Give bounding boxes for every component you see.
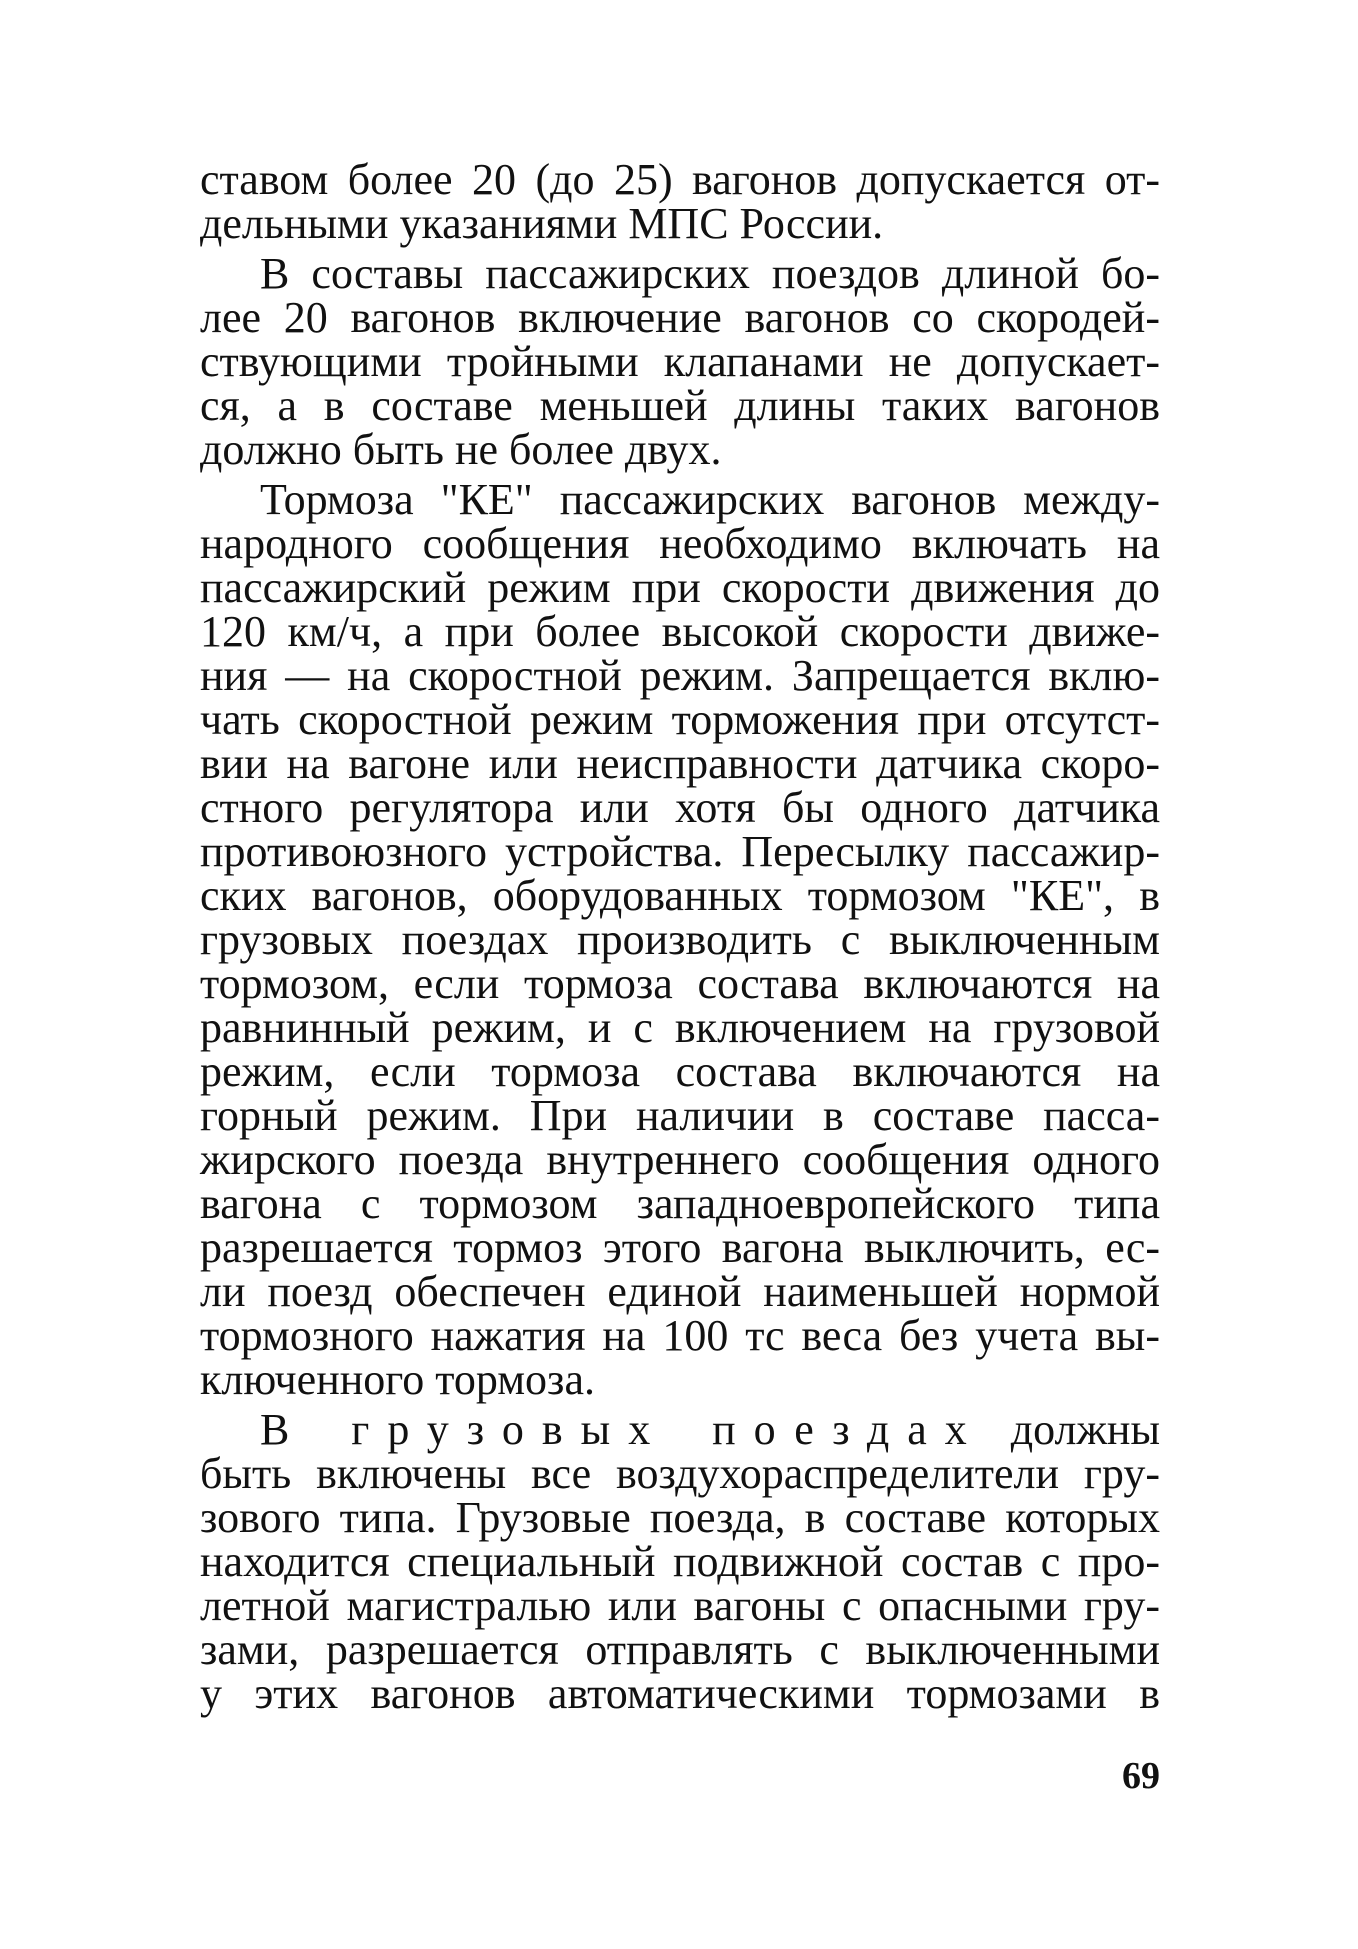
text-line: грузовых поездах производить с выключенным <box>200 915 1160 964</box>
text-line: быть включены все воздухораспределители гру- <box>200 1449 1160 1498</box>
text-line: находится специальный подвижной состав с про- <box>200 1537 1160 1586</box>
text-line: режим, если тормоза состава включаются на <box>200 1047 1160 1096</box>
text-line: зового типа. Грузовые поезда, в составе которых <box>200 1493 1160 1542</box>
page-number: 69 <box>1122 1755 1160 1797</box>
text-line: противоюзного устройства. Пересылку пассажир- <box>200 827 1160 876</box>
text-line: разрешается тормоз этого вагона выключить, ес- <box>200 1223 1160 1272</box>
lead-rest: должны <box>1010 1405 1161 1454</box>
text-line: ставом более 20 (до 25) вагонов допускается от- <box>200 155 1160 204</box>
text-line: тормозом, если тормоза состава включаются на <box>200 959 1160 1008</box>
text-line: у этих вагонов автоматическими тормозами в <box>200 1669 1160 1718</box>
text-line: народного сообщения необходимо включать на <box>200 519 1160 568</box>
text-line: вии на вагоне или неисправности датчика скоро- <box>200 739 1160 788</box>
text-line: ключенного тормоза. <box>200 1355 595 1404</box>
text-line: лее 20 вагонов включение вагонов со скородей- <box>200 293 1160 342</box>
text-line-lead <box>200 1405 1161 1454</box>
text-line: Тормоза "КЕ" пассажирских вагонов между- <box>260 475 1160 524</box>
text-line: дельными указаниями МПС России. <box>200 199 884 248</box>
text-line: стного регулятора или хотя бы одного датчика <box>200 783 1160 832</box>
text-line: В составы пассажирских поездов длиной бо- <box>260 249 1160 298</box>
paragraph-3 <box>200 475 1160 1404</box>
text-line: пассажирский режим при скорости движения до <box>200 563 1160 612</box>
text-line: ствующими тройными клапанами не допускает- <box>200 337 1160 386</box>
text-line: равнинный режим, и с включением на грузовой <box>200 1003 1160 1052</box>
text-line: ли поезд обеспечен единой наименьшей нормой <box>200 1267 1160 1316</box>
body-text <box>200 155 1161 1722</box>
text-line: ния — на скоростной режим. Запрещается вклю- <box>200 651 1160 700</box>
text-line: зами, разрешается отправлять с выключенными <box>200 1625 1160 1674</box>
text-line: жирского поезда внутреннего сообщения одного <box>200 1135 1160 1184</box>
paragraph-2 <box>200 249 1160 474</box>
text-line: вагона с тормозом западноевропейского типа <box>200 1179 1160 1228</box>
paragraph-4 <box>200 1405 1161 1718</box>
spaced-emphasis: В грузовых поездах <box>260 1405 985 1454</box>
text-line: 120 км/ч, а при более высокой скорости движе- <box>200 607 1160 656</box>
text-line: тормозного нажатия на 100 тс веса без учета вы- <box>200 1311 1160 1360</box>
text-line: летной магистралью или вагоны с опасными гру- <box>200 1581 1160 1630</box>
text-line: должно быть не более двух. <box>200 425 722 474</box>
text-line: ся, а в составе меньшей длины таких вагонов <box>200 381 1160 430</box>
text-line: горный режим. При наличии в составе пасса- <box>200 1091 1160 1140</box>
paragraph-1 <box>200 155 1160 248</box>
text-line: чать скоростной режим торможения при отсутст- <box>200 695 1160 744</box>
text-line: ских вагонов, оборудованных тормозом "КЕ", в <box>200 871 1160 920</box>
